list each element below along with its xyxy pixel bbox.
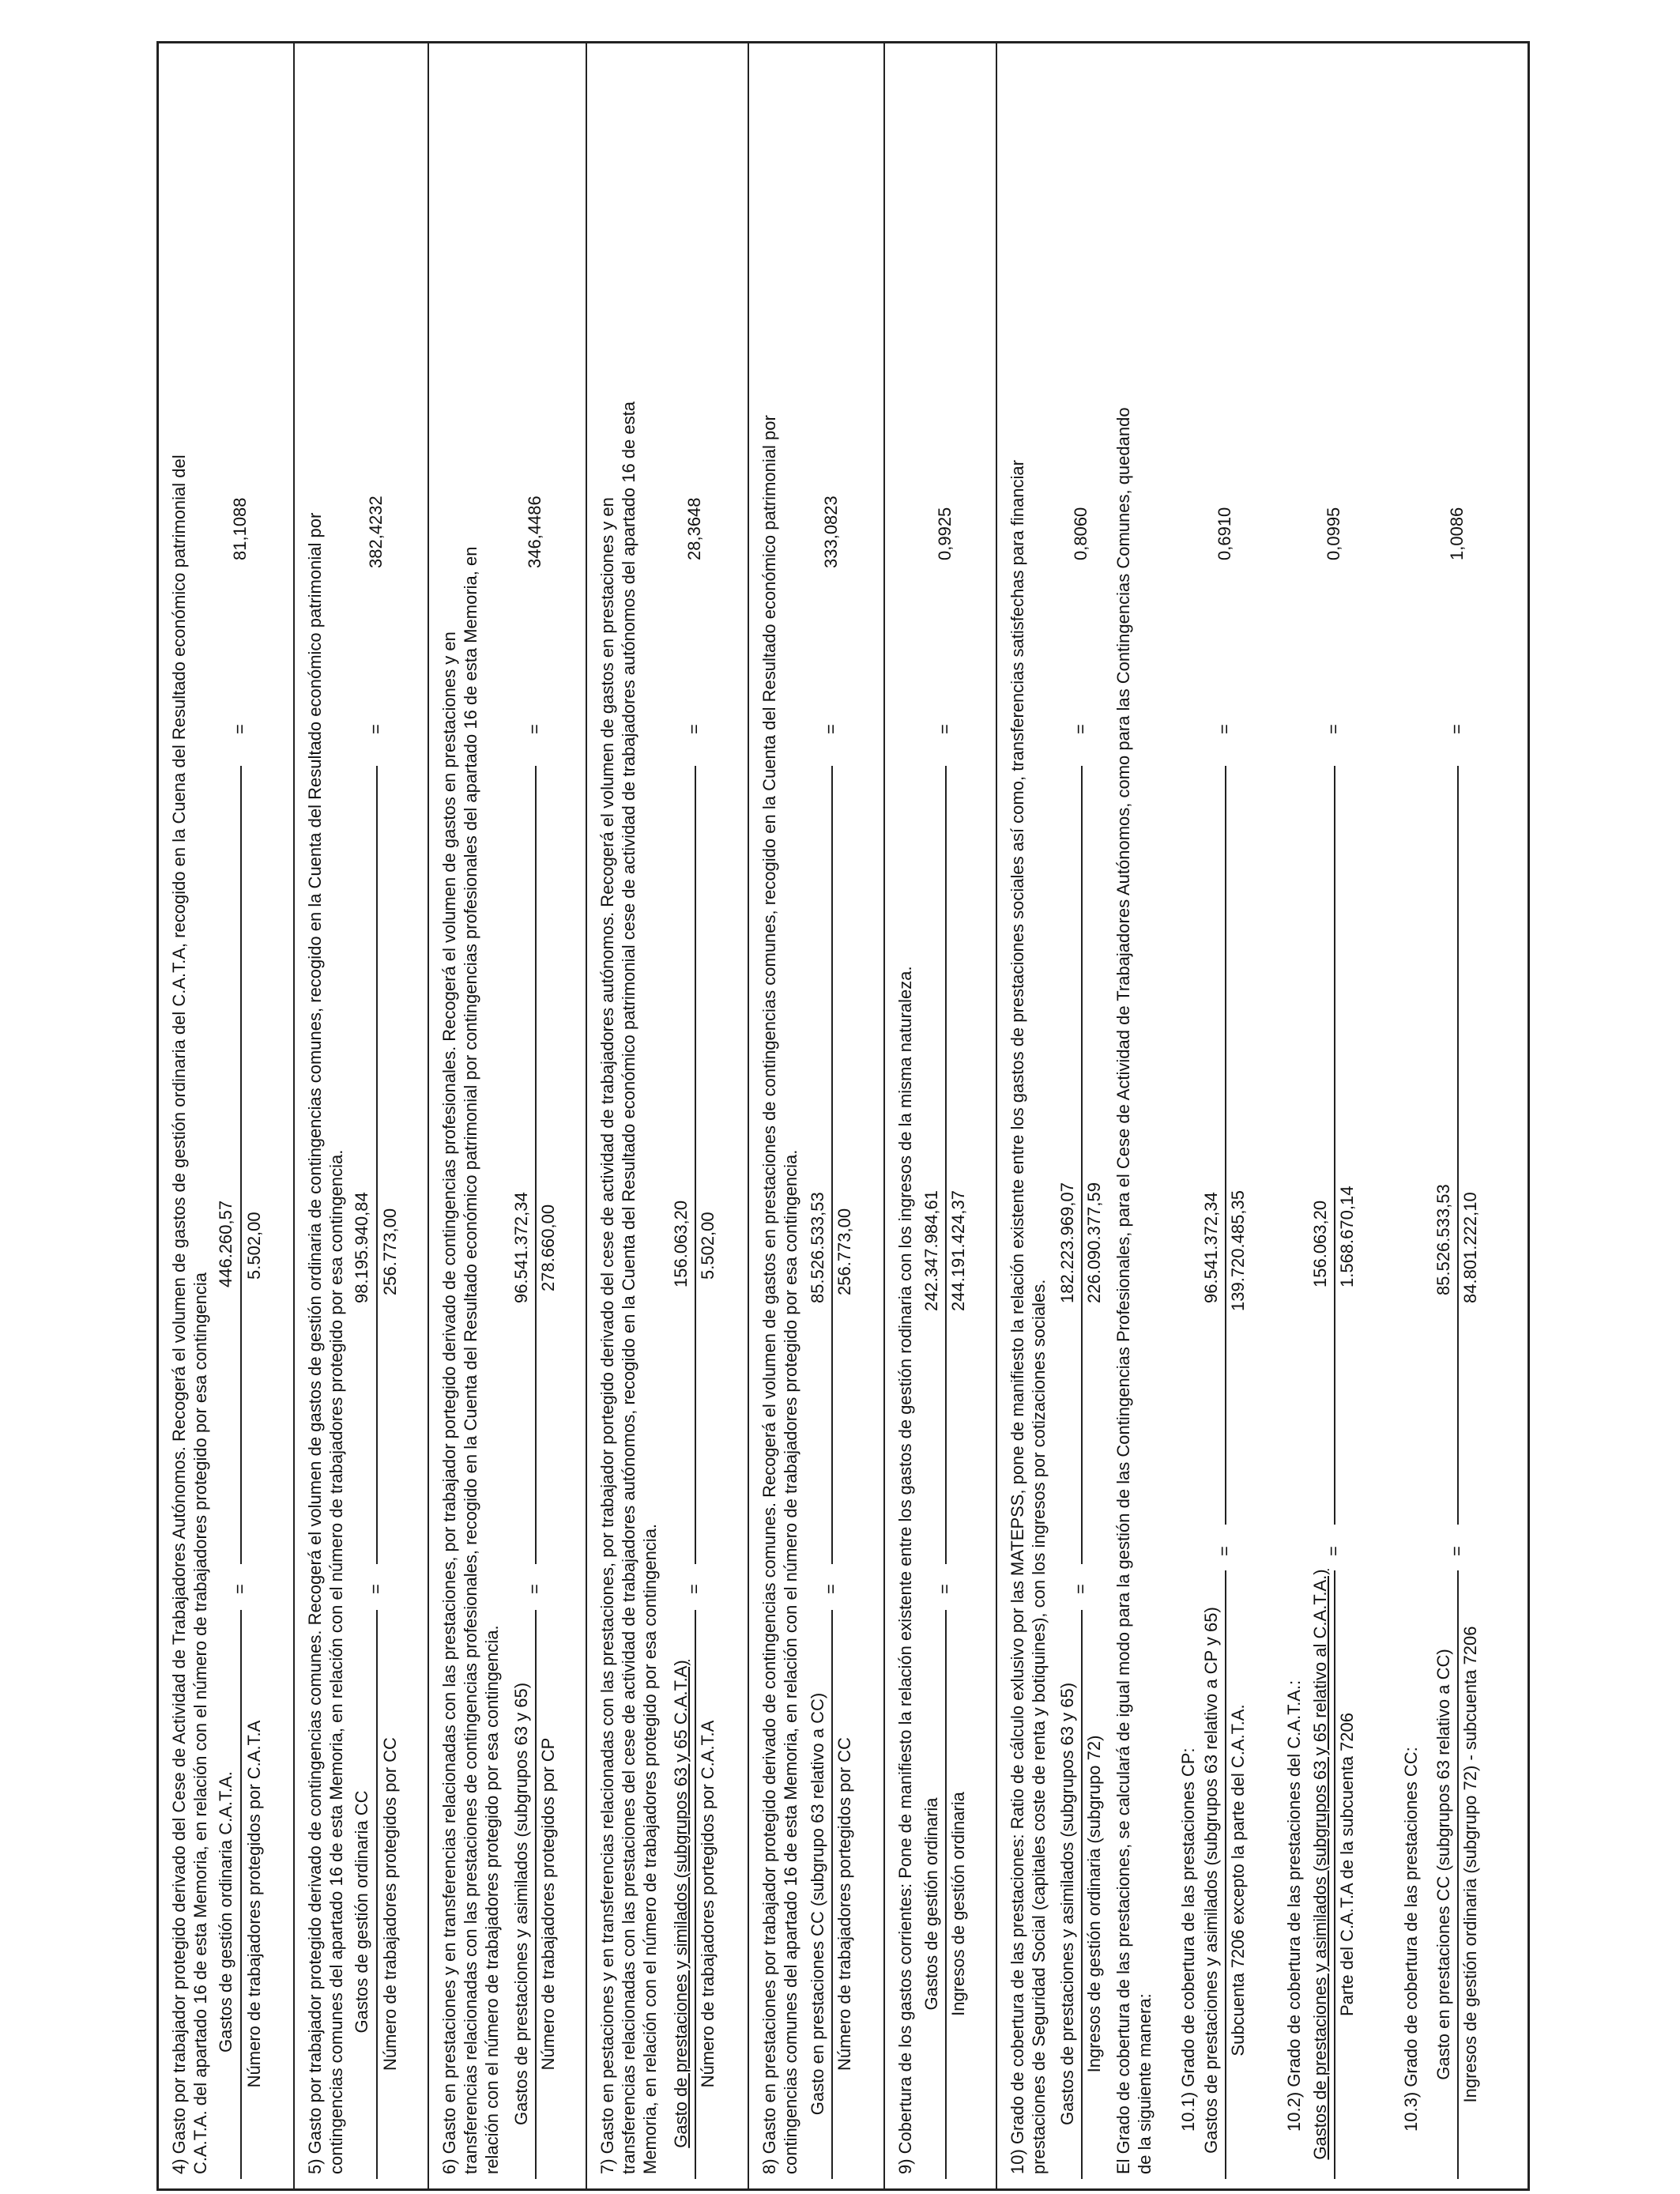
fraction-line: [695, 1610, 696, 2179]
equals-sign: =: [821, 724, 841, 734]
fraction-line: [1081, 1610, 1083, 2179]
sub-10-1-den-label: Subcuenta 7206 excepto la parte del C.A.T.A.: [1228, 1704, 1248, 2056]
section-9-text-1: 9) Cobertura de los gastos corrientes: Pone de manifiesto la relación existente entre los gastos de gestión rodinaria con los ingresos de la misma naturaleza.: [895, 966, 915, 2174]
sub-10-2-title: 10.2) Grado de cobertura de las prestaciones del C.A.T.A.:: [1284, 1679, 1304, 2132]
section-10: [996, 43, 1532, 2188]
equals-sign: =: [684, 724, 704, 734]
equals-sign: =: [230, 1584, 250, 1594]
sub-10-2-result: 0,0995: [1324, 507, 1343, 560]
fraction-line: [1457, 1570, 1459, 2179]
equals-sign: =: [230, 724, 250, 734]
section-6-num-label: Gastos de prestaciones y asimilados (subgrupos 63 y 65): [511, 1682, 531, 2126]
equals-sign: =: [935, 1584, 955, 1594]
equals-sign: =: [525, 1584, 544, 1594]
section-8-num-label: Gasto en prestaciones CC (subgrupo 63 relativo a CC): [808, 1692, 827, 2116]
section-6-text-1: 6) Gasto en prestaciones y en transferencias relacionadas con las prestaciones, por trabajador portegido derivado de contingencias profesionales. Recogerá el volumen de gastos en prestaciones y en: [439, 631, 459, 2174]
section-5-num-value: 98.195.940,84: [352, 1192, 371, 1303]
section-10-num-label: Gastos de prestaciones y asimilados (subgrupos 63 y 65): [1057, 1682, 1077, 2126]
section-7-text-1: 7) Gasto en pestaciones y en transferencias relacionadas con las prestaciones, por trabajador portegido derivado del cese de actividad de trabajadores autónomos. Recogerá el volumen de gastos en prestaciones y en: [597, 497, 617, 2174]
section-5: [293, 43, 428, 2188]
section-4-num-label: Gastos de gestión ordinaria C.A.T.A.: [216, 1771, 235, 2053]
section-6: [428, 43, 586, 2188]
fraction-line: [240, 766, 242, 1564]
fraction-line: [1334, 1570, 1335, 2179]
section-4-result: 81,1088: [230, 497, 250, 560]
fraction-line: [376, 1610, 378, 2179]
section-7-text-2: transferencias relacionadas con las prestaciones del cese de actividad de trabajadores autónomos, recogido en la Cuenta del Resultado económico patrimonial cese de actividad de trabajadores autónomos del apartado 16 de esta: [619, 401, 638, 2174]
section-8: [748, 43, 883, 2188]
equals-sign: =: [1215, 1546, 1234, 1556]
section-8-text-1: 8) Gasto en prestaciones por trabajador protegido derivado de contingencias comunes. Recogerá el volumen de gastos en prestaciones de contingencias comunes, recogido en la Cuenta del Resultado económico patrimonial por: [759, 415, 779, 2174]
section-5-num-label: Gastos de gestión ordinaria CC: [352, 1790, 371, 2034]
fraction-line: [831, 1610, 833, 2179]
section-7-den-label: Número de trabajadores portegidos por C.A.T.A: [698, 1720, 718, 2088]
section-4-den-value: 5.502,00: [244, 1212, 264, 1280]
section-6-den-value: 278.660,00: [538, 1204, 558, 1291]
sub-10-1-num-value: 96.541.372,34: [1201, 1192, 1221, 1303]
fraction-line: [1081, 766, 1083, 1564]
equals-sign: =: [935, 724, 955, 734]
section-5-text-1: 5) Gasto por trabajador protegido derivado de contingencias comunes. Recogerá el volumen de gastos de gestión ordinaria de contingencias comunes, recogido en la Cuenta del Resultado económico patrimonial por: [305, 512, 325, 2174]
equals-sign: =: [525, 724, 544, 734]
equals-sign: =: [366, 1584, 386, 1594]
sub-10-3-result: 1,0086: [1447, 507, 1467, 560]
section-8-result: 333,0823: [821, 496, 841, 568]
section-4-den-label: Número de trabajadores protegidos por C.A.T.A: [244, 1720, 264, 2088]
section-9-den-value: 244.191.424,37: [948, 1190, 968, 1311]
section-10-text-2: prestaciones de Seguridad Social (capitales coste de renta y botiquines), con los ingresos por cotizaciones sociales.: [1029, 1279, 1049, 2174]
equals-sign: =: [1071, 1584, 1090, 1594]
equals-sign: =: [1447, 724, 1467, 734]
section-10-text2-1: El Grado de cobertura de las prestaciones, se calculará de igual modo para la gestión de las Contingencias Profesionales, para el Cese de Actividad de Trabajadores Autónomos, como para las Contingencias Comunes, quedando: [1113, 407, 1133, 2174]
section-4: [159, 43, 293, 2188]
section-9-result: 0,9925: [935, 507, 955, 560]
section-7: [586, 43, 748, 2188]
section-10-den-label: Ingresos de gestión ordinaria (subgrupo 72): [1084, 1735, 1104, 2073]
sub-10-1-den-value: 139.720.485,35: [1228, 1190, 1248, 1311]
section-4-text-1: 4) Gasto por trabajador protegido derivado del Cese de Actividad de Trabajadores Autónomos. Recogerá el volumen de gastos de gestión ordinaria del C.A.T.A, recogido en la Cuena del Resultado económico patrimonial del: [169, 454, 189, 2174]
section-9-num-label: Gastos de gestión ordinaria: [921, 1797, 941, 2011]
section-10-result: 0,8060: [1071, 507, 1090, 560]
section-6-text-3: relación con el número de trabajadores protegido por esa contingencia.: [482, 1625, 502, 2174]
section-10-text2-2: de la siguiente manera:: [1135, 1993, 1155, 2174]
fraction-line: [1457, 766, 1459, 1525]
equals-sign: =: [1071, 724, 1090, 734]
section-9-den-label: Ingresos de gestión ordinaria: [948, 1792, 968, 2016]
equals-sign: =: [1447, 1546, 1467, 1556]
section-6-den-label: Número de trabajadores protegidos por CP: [538, 1737, 558, 2071]
section-6-num-value: 96.541.372,34: [511, 1192, 531, 1303]
fraction-line: [240, 1610, 242, 2179]
rotated-page: [156, 0, 1531, 2191]
section-6-result: 346,4486: [525, 496, 544, 568]
section-6-text-2: transferencias relacionadas con las prestaciones de contingencias profesionales, recogido en la Cuenta del Resultado económico patrimonial por contingencias profesionales del apartado 16 de esta Memoria, en: [461, 546, 480, 2174]
section-4-num-value: 446.260,57: [216, 1200, 235, 1287]
fraction-line: [535, 1610, 537, 2179]
sub-10-2-den-value: 1.568.670,14: [1337, 1186, 1357, 1287]
ratios-table: [156, 41, 1530, 2191]
equals-sign: =: [1324, 724, 1343, 734]
equals-sign: =: [1215, 724, 1234, 734]
fraction-line: [945, 1610, 947, 2179]
section-8-den-value: 256.773,00: [834, 1208, 854, 1295]
section-7-num-value: 156.063,20: [671, 1200, 691, 1287]
section-10-num-value: 182.223.969,07: [1057, 1182, 1077, 1303]
fraction-line: [695, 766, 696, 1564]
section-5-text-2: contingencias comunes del apartado 16 de esta Memoria, en relación con el número de trabajadores protegido por esa contingencia.: [326, 1149, 346, 2174]
section-4-text-2: C.A.T.A. del apartado 16 de esta Memoria, en relación con el número de trabajadores protegido por esa contingencia: [190, 1272, 210, 2174]
section-10-text-1: 10) Grado de cobertura de las prestaciones: Ratio de cálculo exlusivo por las MATEPSS, pone de manifiesto la relación existente entre los gastos de prestaciones sociales así como, transferencias satisfechas para financiar: [1008, 460, 1027, 2174]
sub-10-1-title: 10.1) Grado de cobertura de las prestaciones CP:: [1178, 1747, 1198, 2132]
section-7-result: 28,3648: [684, 497, 704, 560]
section-8-num-value: 85.526.533,53: [808, 1192, 827, 1303]
section-5-result: 382,4232: [366, 496, 386, 568]
sub-10-1-result: 0,6910: [1215, 507, 1234, 560]
section-7-den-value: 5.502,00: [698, 1212, 718, 1280]
section-8-text-2: contingencias comunes del apartado 16 de esta Memoria, en relación con el número de trabajadores protegido por esa contingencia.: [781, 1149, 800, 2174]
section-5-den-label: Número de trabajadores protegidos por CC: [380, 1737, 400, 2071]
sub-10-1-num-label: Gastos de prestaciones y asimilados (subgrupos 63 relativo a CP y 65): [1201, 1607, 1221, 2154]
sub-10-3-den-label: Ingresos de gestión ordinaria (subgrupo 72) - subcuenta 7206: [1460, 1626, 1480, 2103]
equals-sign: =: [366, 724, 386, 734]
fraction-line: [376, 766, 378, 1564]
section-5-den-value: 256.773,00: [380, 1208, 400, 1295]
section-9: [883, 43, 996, 2188]
equals-sign: =: [821, 1584, 841, 1594]
fraction-line: [945, 766, 947, 1564]
equals-sign: =: [1324, 1546, 1343, 1556]
sub-10-3-num-label: Gasto en prestaciones CC (subgrupos 63 relativo a CC): [1433, 1649, 1453, 2080]
fraction-line: [1225, 1570, 1226, 2179]
section-7-num-label: Gasto de prestaciones y similados (subgrupos 63 y 65 C.A.T.A): [671, 1660, 691, 2148]
equals-sign: =: [684, 1584, 704, 1594]
section-8-den-label: Número de trabajadores portegidos por CC: [834, 1737, 854, 2071]
sub-10-3-den-value: 84.801.222,10: [1460, 1192, 1480, 1303]
section-7-text-3: Memoria, en relación con el número de trabajadores protegido por esa contingencia.: [640, 1523, 660, 2174]
fraction-line: [535, 766, 537, 1564]
sub-10-3-num-value: 85.526.533,53: [1433, 1184, 1453, 1295]
sub-10-2-den-label: Parte del C.A.T.A de la subcuenta 7206: [1337, 1712, 1357, 2017]
fraction-line: [1334, 766, 1335, 1525]
sub-10-2-num-label: Gastos de prestaciones y asimilados (subgrupos 63 y 65 relativo al C.A.T.A.): [1310, 1569, 1330, 2160]
section-9-num-value: 242.347.984,61: [921, 1190, 941, 1311]
sub-10-3-title: 10.3) Grado de cobertura de las prestaciones CC:: [1401, 1747, 1421, 2132]
sub-10-2-num-value: 156.063,20: [1310, 1200, 1330, 1287]
section-10-den-value: 226.090.377,59: [1084, 1182, 1104, 1303]
fraction-line: [1225, 766, 1226, 1525]
fraction-line: [831, 766, 833, 1564]
